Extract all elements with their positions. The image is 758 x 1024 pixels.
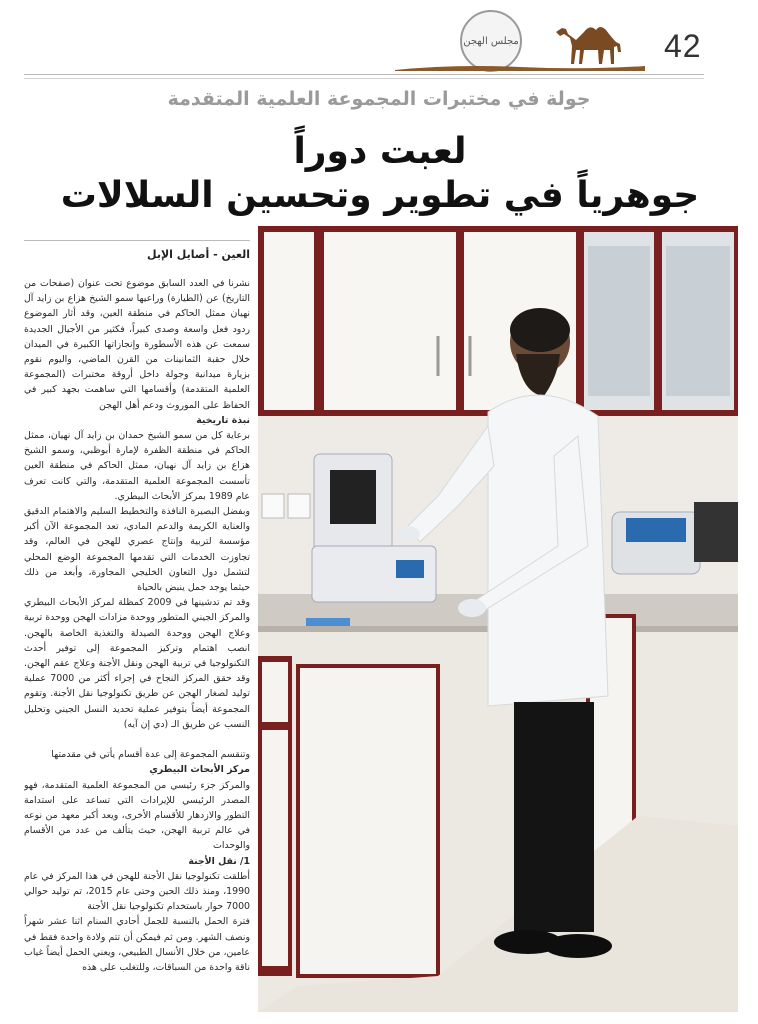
header-rule-secondary bbox=[24, 78, 704, 79]
logo-text: مجلس الهجن bbox=[463, 35, 519, 47]
paragraph: والمركز جزء رئيسي من المجموعة العلمية المتقدمة، فهو المصدر الرئيسي للإيرادات التي تساعد على استدامة التطور والازدهار للأقسام الأخرى، ويعد أكبر معهد من نوعه في عالم تربية الهجن، حيث يتألف من عدد من الأقسام والوحدات bbox=[24, 779, 250, 852]
title-line-1: لعبت دوراً bbox=[293, 131, 467, 172]
paragraph: نشرنا في العدد السابق موضوع تحت عنوان (صفحات من التاريخ) عن (الطيارة) وراعيها سمو الشيخ هزاع بن زايد آل نهيان ممثل الحاكم في منطقة العين، وقد أثار الموضوع ردود فعل واسعة وصدى كبيراً، فكثير من الأجيال الجديدة سمعت عن هذه الأسطورة وإنجازاتها الكبيرة في الميدان خلال حقبة الثمانينات من القرن الماضي، واليوم نقوم بزيارة ميدانية وجولة داخل أروقة مختبرات (المجموعة العلمية المتقدمة) وأقسامها التي ساهمت بجهد كبير في الحفاظ على الموروث ودعم أهل الهجن bbox=[24, 278, 250, 411]
magazine-logo bbox=[460, 10, 522, 72]
paragraph: وقد تم تدشينها في 2009 كمظلة لمركز الأبحاث البيطري والمركز الجيني المتطور ووحدة مزادات الهجن ووحدة تربية وعلاج الهجن ووحدة الصيدلة والتغذية الخاصة بالهجن. انصب اهتمام وتركيز المجموعة إلى توفير أحدث التكنولوجيا في تربية الهجن ونقل الأجنة وعلاج عقم الهجن. وقد حقق المركز النجاح في إجراء أكثر من 7000 عملية توليد لصغار الهجن عن طريق تكنولوجيا نقل الأجنة. وتقوم المجموعة أيضاً بتوفير عملية تحديد النسل الجيني وتحليل النسب عن طريق الـ (دي إن آيه) bbox=[24, 597, 250, 730]
paragraph: برعاية كل من سمو الشيخ حمدان بن زايد آل نهيان، ممثل الحاكم في منطقة الظفرة لإمارة أبوظبي، وسمو الشيخ هزاع بن زايد آل نهيان، ممثل الحاكم في منطقة العين تأسست المجموعة العلمية المتقدمة، والتي كانت تعرف عام 1989 بمركز الأبحاث البيطري. bbox=[24, 430, 250, 502]
paragraph: أطلقت تكنولوجيا نقل الأجنة للهجن في هذا المركز في عام 1990، ومنذ ذلك الحين وحتى عام 2015، تم توليد حوالي 7000 حوار باستخدام تكنولوجيا نقل الأجنة bbox=[24, 870, 250, 913]
article-title bbox=[60, 130, 700, 218]
paragraph: وبفضل البصيرة النافذة والتخطيط السليم والاهتمام الدقيق والعناية الكريمة والدعم المادي، تعد المجموعة الآن أكبر مؤسسة لتربية وإنتاج عصري للهجن في العالم، وقد تجاوزت الخدمات التي تقدمها المجموعة الوضع المحلي لتشمل دول التعاون الخليجي المجاورة، وأبعد من ذلك حيثما يوجد جمل ينبض بالحياة bbox=[24, 506, 250, 594]
subheading: 1/ نقل الأجنة bbox=[188, 855, 250, 867]
lab-photo bbox=[258, 226, 738, 1012]
article-kicker: جولة في مختبرات المجموعة العلمية المتقدمة bbox=[167, 88, 591, 110]
subheading: نبذة تاريخية bbox=[196, 414, 250, 426]
title-line-2: جوهرياً في تطوير وتحسين السلالات bbox=[60, 174, 700, 216]
text-column bbox=[24, 240, 250, 1020]
page-number: 42 bbox=[664, 28, 702, 64]
paragraph: فترة الحمل بالنسبة للجمل أحادي السنام اثنا عشر شهراً ونصف الشهر. ومن ثم فيمكن أن تتم ولادة واحدة فقط في عامين، من خلال الأنسال الطبيعي، ويعني الحمل أيضاً غياب ناقة واحدة من السباقات، وللتغلب على هذه bbox=[24, 916, 250, 973]
camel-icon bbox=[550, 14, 630, 70]
byline: العين - أصايل الإبل bbox=[147, 248, 250, 261]
column-rule bbox=[24, 240, 250, 241]
subheading: مركز الأبحاث البيطري bbox=[149, 764, 250, 776]
article-body bbox=[24, 276, 250, 975]
paragraph: وتنقسم المجموعة إلى عدة أقسام يأتي في مقدمتها bbox=[51, 749, 250, 761]
sand-ground bbox=[395, 64, 645, 71]
page-header bbox=[0, 0, 758, 90]
header-rule bbox=[24, 74, 704, 75]
